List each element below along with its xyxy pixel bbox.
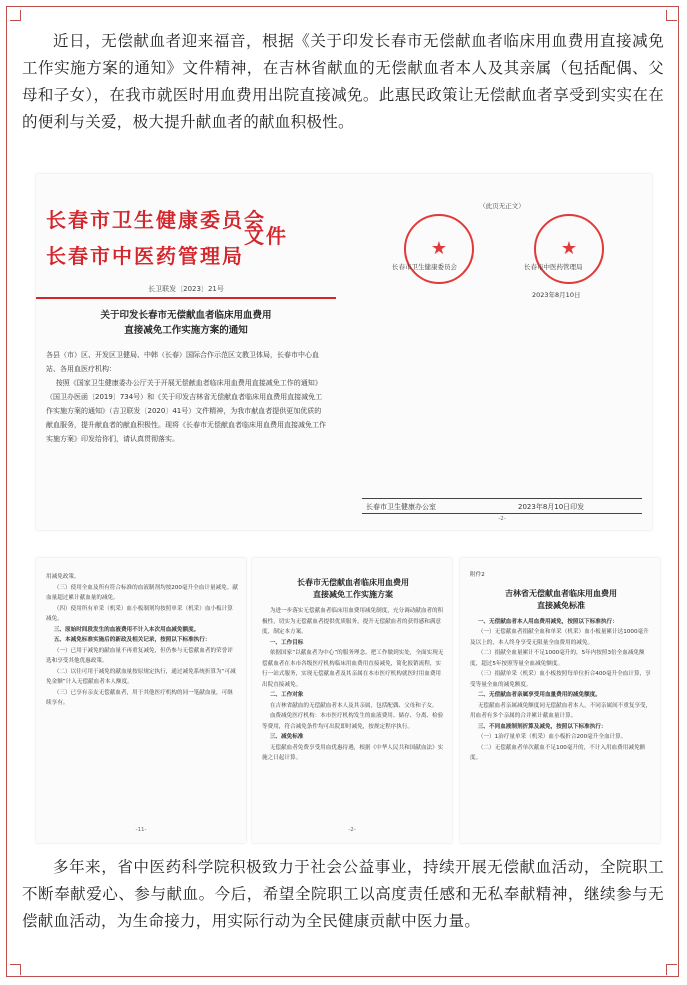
seal-star-icon: ★ xyxy=(430,238,448,259)
page-line: （一）已用于减免的献血量不再重复减免，但仍参与无偿献血者的荣誉评选和享受其他优惠政策。 xyxy=(46,647,233,664)
footer-rule-top xyxy=(362,498,642,499)
document-addressee: 各县（市）区、开发区卫健局、中韩（长春）国际合作示范区文教卫体局，长春市中心血站、各用血医疗机构： xyxy=(46,351,319,373)
page-line: 在吉林省献血的无偿献血者本人及其亲属，包括配偶、父母和子女。 xyxy=(269,702,438,709)
document-number: 长卫联发〔2023〕21号 xyxy=(148,285,224,293)
document-scan-cover xyxy=(36,174,652,530)
page-line: 三、减免标准 xyxy=(269,734,304,740)
footer-office: 长春市卫生健康办公室 xyxy=(366,503,436,511)
seal-label-2: 长春市中医药管理局 xyxy=(524,263,583,271)
footer-rule-bottom xyxy=(362,513,642,514)
page-number: -2- xyxy=(498,516,506,522)
page-line: 血费减免医疗机构：本市医疗机构发生的血液费用、储存、分离、检验等费用，符合减免条件均可出院即时减免，按规定程序执行。 xyxy=(262,713,444,730)
attachment-tag: 附件2 xyxy=(470,572,485,578)
page-line: 无偿献血者免费享受用血优惠待遇，根据《中华人民共和国献血法》实施之日起计算。 xyxy=(262,744,444,761)
page-line: 用减免政策。 xyxy=(46,574,80,580)
issuer-name-1: 长春市卫生健康委员会 xyxy=(46,208,266,232)
no-text-note: （此页无正文） xyxy=(479,202,525,210)
document-body-text: 按照《国家卫生健康委办公厅关于开展无偿献血者临床用血费用直接减免工作的通知》（国卫办医函〔2019〕734号）和《关于印发吉林省无偿献血者临床用血费用直接减免工作实施方案的通知》（吉卫联发〔2020〕41号）文件精神，为我市献血者提供更加优质的献血服务，提升献血者的献血积极性。现将《长春市无偿献血者临床用血费用直接减免工作实施方案》印发给你们，请认真贯彻落实。 xyxy=(46,379,326,443)
corner-mark-top-right xyxy=(666,10,677,21)
page-line: 三、原始时间段发生的血液费用不计入本次用血减免额度。 xyxy=(53,626,200,633)
page-line: 依据国家“以献血者为中心”的服务理念，把工作做到实处，全面实现无偿献血者在本市各级医疗机构临床用血费用直接减免，简化报销流程，实行一站式服务，实现无偿献血者及其亲属在本市医疗机构就医时用血费用出院直接减免。 xyxy=(262,650,444,688)
issuer-name-2: 长春市中医药管理局 xyxy=(46,244,244,268)
document-title-line-1: 关于印发长春市无偿献血者临床用血费用 xyxy=(100,310,272,321)
page-line: 无偿献血者亲属减免额度同无偿献血者本人，不同亲属间不重复享受，用血者有多个亲属的合并累计献血量计算。 xyxy=(470,702,652,719)
footer-date: 2023年8月10日印发 xyxy=(518,503,585,511)
page-line: （三）使用全血及所有符合标准的血液制剂均按200毫升全血计量减免。献血量超过累计献血量的减免。 xyxy=(46,584,238,601)
red-divider-line xyxy=(36,297,336,299)
document-page-right xyxy=(460,558,660,843)
page-line: 五、本减免标准实施后的新政及相关记录，按照以下标准执行： xyxy=(53,637,211,643)
official-seal-2 xyxy=(534,214,604,284)
document-body xyxy=(46,348,326,446)
signature-date: 2023年8月10日 xyxy=(532,291,581,299)
document-cover-page xyxy=(36,174,336,530)
page-line: 一、工作目标 xyxy=(269,639,304,646)
closing-paragraph: 多年来，省中医药科学院积极致力于社会公益事业，持续开展无偿献血活动，全院职工不断奉献爱心、参与献血。今后，希望全院职工以高度责任感和无私奉献精神，继续参与无偿献血活动，为生命接力，用实际行动为全民健康贡献中医力量。 xyxy=(22,858,664,930)
page-line: （三）已享有亲友无偿献血者，用于其他医疗机构的同一笔献血量，可继续享有。 xyxy=(46,689,233,706)
page-line: （一）1治疗量单采（机采）血小板折合200毫升全血计算。 xyxy=(477,734,627,740)
page-title-line-1: 长春市无偿献血者临床用血费用 xyxy=(297,577,409,587)
page-title-line-1: 吉林省无偿献血者临床用血费用 xyxy=(505,587,617,598)
page-line: （三）捐献单采（机采）血小板按照每单位折合400毫升全血计算，享受等量全血的减免额度。 xyxy=(470,671,651,688)
corner-mark-bottom-left xyxy=(10,964,21,975)
document-page-middle xyxy=(252,558,452,843)
intro-paragraph: 近日，无偿献血者迎来福音，根据《关于印发长春市无偿献血者临床用血费用直接减免工作实施方案的通知》文件精神，在吉林省献血的无偿献血者本人及其亲属（包括配偶、父母和子女），在我市就医时用血费用出院直接减免。此惠民政策让无偿献血者享受到实实在在的便利与关爱，极大提升献血者的献血积极性。 xyxy=(22,32,664,131)
page-line: 为进一步落实无偿献血者临床用血费用减免制度，充分调动献血者的积极性，切实为无偿献血者提供优质服务，提升无偿献血者的获得感和满意度，制定本方案。 xyxy=(262,608,444,635)
page-number: -11- xyxy=(135,826,147,833)
document-page-left xyxy=(36,558,246,843)
page-title-line-2: 直接减免标准 xyxy=(537,599,585,610)
seal-label-1: 长春市卫生健康委员会 xyxy=(392,263,457,271)
page-line: （一）无偿献血者捐献全血和单采（机采）血小板量累计达1000毫升及以上的，本人终身享受无限量全血费用的减免。 xyxy=(470,629,649,646)
page-line: 二、工作对象 xyxy=(269,692,304,698)
page-line: 二、无偿献血者亲属享受用血量费用的减免额度。 xyxy=(477,692,601,698)
document-signature-page xyxy=(352,174,652,530)
page-line: （二）捐献全血量累计不足1000毫升的，5年内按照3倍全血减免额度，超过5年按照等量全血减免额度。 xyxy=(470,650,645,667)
page-line: （四）使用所有单采（机采）血小板制剂均按照单采（机采）血小板计算减免。 xyxy=(46,605,233,622)
page-title-line-2: 直接减免工作实施方案 xyxy=(313,589,393,599)
corner-mark-top-left xyxy=(10,10,21,21)
document-title xyxy=(46,308,326,338)
corner-mark-bottom-right xyxy=(666,964,677,975)
page-line: （二）无偿献血者单次献血不足100毫升的，不计入用血费用减免额度。 xyxy=(470,744,646,761)
official-seal-1 xyxy=(404,214,474,284)
document-title-line-2: 直接减免工作实施方案的通知 xyxy=(124,325,248,336)
page-line: 三、不同血液制剂折算及减免，按照以下标准执行： xyxy=(477,723,607,730)
document-type-label: 文件 xyxy=(244,224,288,248)
seal-star-icon: ★ xyxy=(560,238,578,259)
page-line: （二）以往可用于减免的献血量按原规定执行，通过减免系统折算为“可减免金额”计入无偿献血者本人额度。 xyxy=(46,668,236,685)
page-line: 一、无偿献血者本人用血费用减免，按照以下标准执行： xyxy=(477,618,618,625)
page-number: -2- xyxy=(348,826,356,833)
